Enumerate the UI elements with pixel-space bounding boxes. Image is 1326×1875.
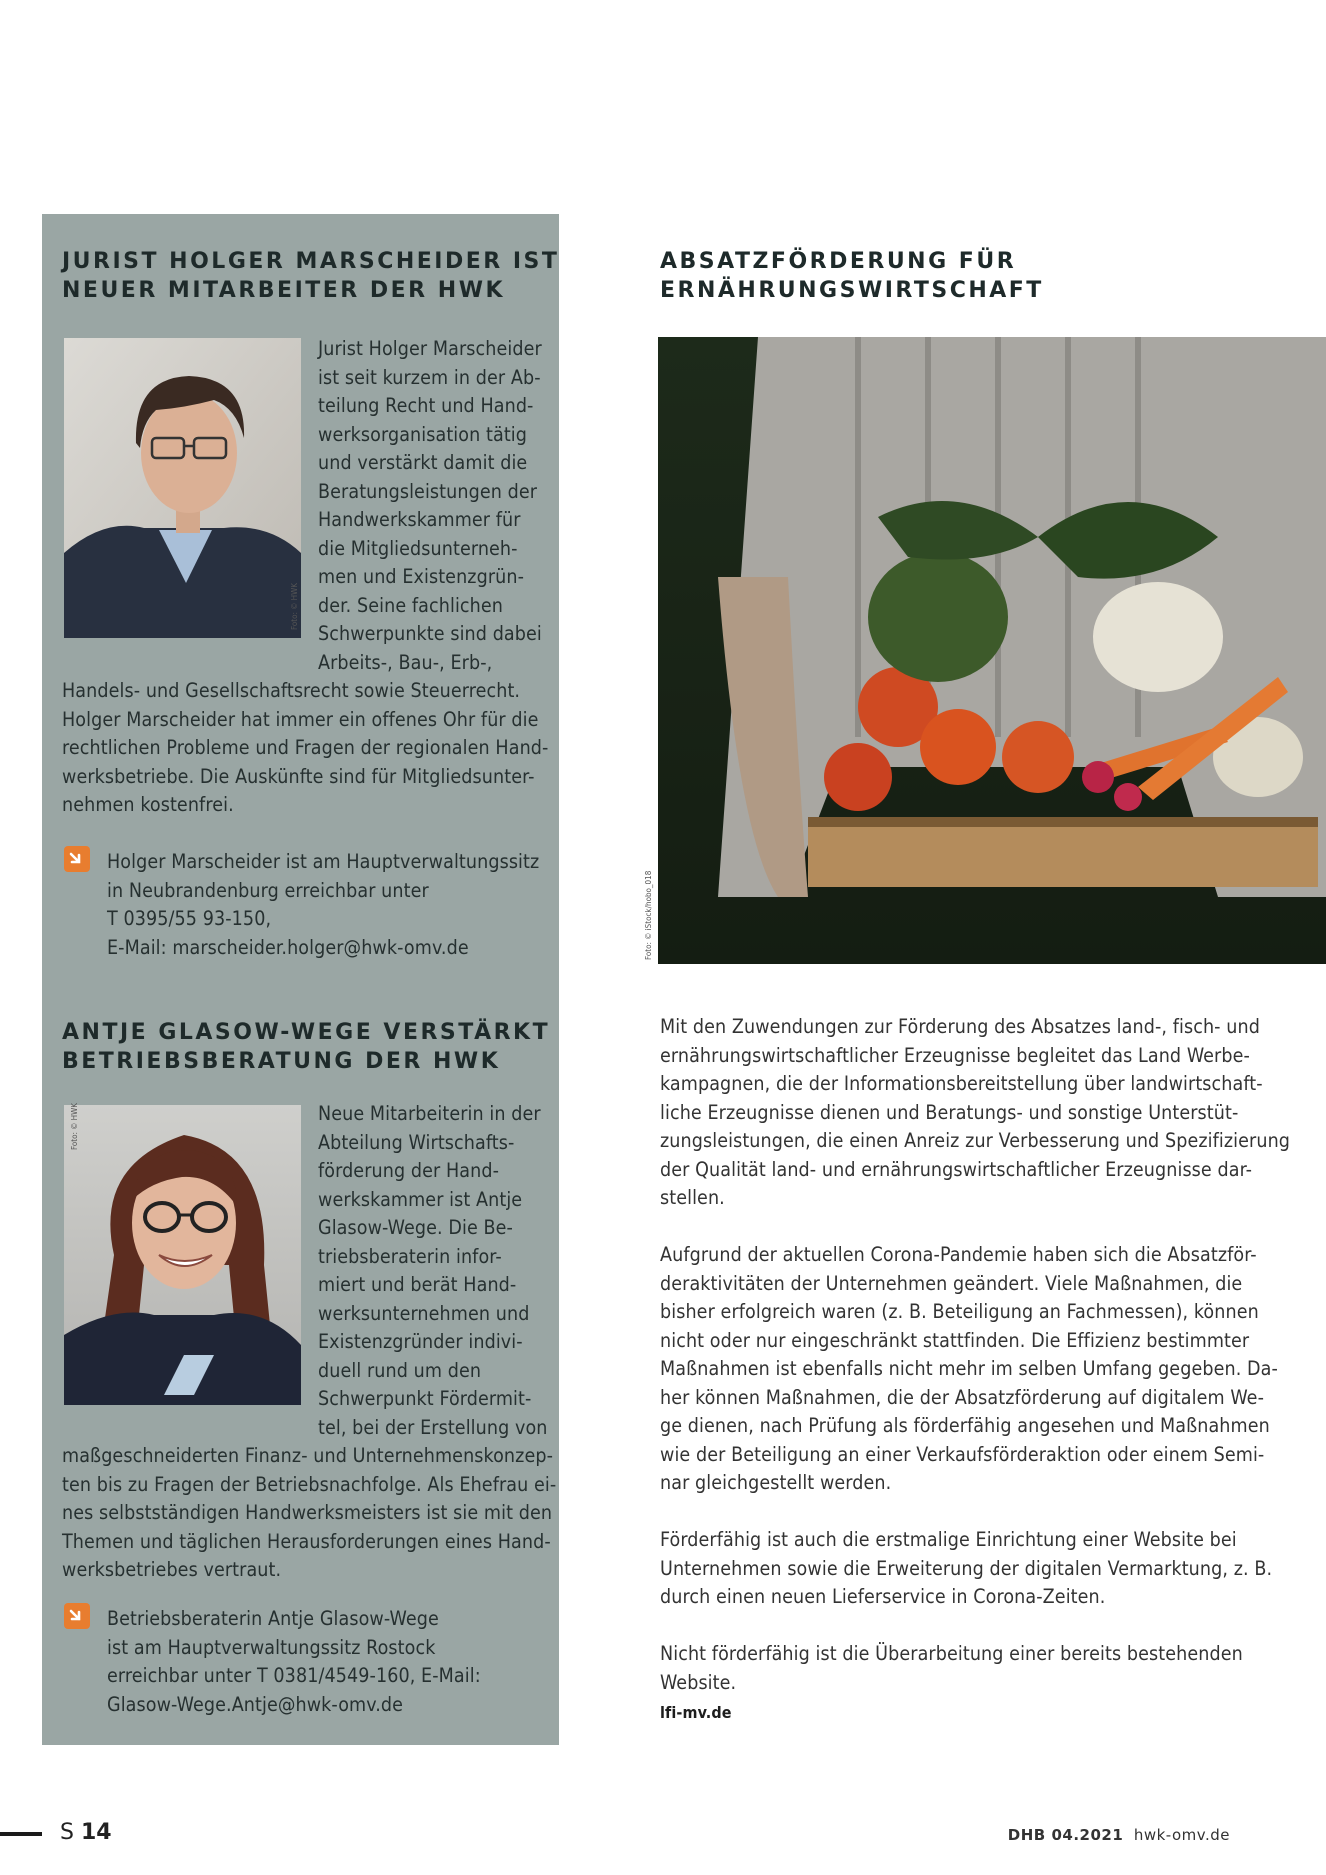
article2-wrap-text: Neue Mitarbeiterin in der Abteilung Wirtschafts- förderung der Hand- werkskammer ist Antje Glasow-Wege. Die Be- triebsberaterin infor- miert und berät Hand- werksunternehmen und Existenzgründer indivi- duell rund um den Schwerpunkt Fördermit- tel, bei der Erstellung von: [318, 1102, 548, 1439]
arrow-right-icon: [64, 1603, 90, 1629]
article2-body-text: maßgeschneiderten Finanz- und Unternehmenskonzep- ten bis zu Fragen der Betriebsnachfolge. Als Ehefrau ei- nes selbstständigen Handwerksmeisters ist sie mit den Themen und täglichen Herausforderungen eines Hand- werksbetriebes vertraut.: [62, 1444, 557, 1581]
paragraph-4: Nicht förderfähig ist die Überarbeitung einer bereits bestehenden Website.: [660, 1642, 1243, 1694]
footer-publication: DHB 04.2021 hwk-omv.de: [1007, 1826, 1230, 1844]
portrait-photo-antje-glasow-wege: [64, 1105, 301, 1405]
footer-rule: [0, 1832, 42, 1836]
photo-credit: Foto: © HWK: [70, 1103, 79, 1150]
article2-contact-info: Betriebsberaterin Antje Glasow-Wege ist am Hauptverwaltungssitz Rostock erreichbar unter T 0381/4549-160, E-Mail: Glasow-Wege.Antje@hwk-omv.de: [107, 1607, 481, 1716]
paragraph-1: Mit den Zuwendungen zur Förderung des Absatzes land-, fisch- und ernährungswirtschaftlicher Erzeugnisse begleitet das Land Werbe- kampagnen, die der Informationsbereitstellung über landwirtschaft- liche Erzeugnisse dienen und Beratungs- und sonstige Unterstüt- zungsleistungen, die einen Anreiz zur Verbesserung und Spezifizierung der Qualität land- und ernährungswirtschaftlicher Erzeugnisse dar- stellen.: [660, 1015, 1291, 1209]
article1-headline: JURIST HOLGER MARSCHEIDER IST NEUER MITARBEITER DER HWK: [62, 249, 560, 303]
right-article-body: [660, 1013, 1291, 1728]
right-article-headline: ABSATZFÖRDERUNG FÜR ERNÄHRUNGSWIRTSCHAFT: [660, 249, 1044, 303]
article1-body-text: Handels- und Gesellschaftsrecht sowie Steuerrecht. Holger Marscheider hat immer ein offenes Ohr für die rechtlichen Probleme und Fragen der regionalen Hand- werksbetriebe. Die Auskünfte sind für Mitgliedsunter- nehmen kostenfrei.: [62, 679, 549, 816]
paragraph-3: Förderfähig ist auch die erstmalige Einrichtung einer Website bei Unternehmen sowie die Erweiterung der digitalen Vermarktung, z. B. durch einen neuen Lieferservice in Corona-Zeiten.: [660, 1528, 1273, 1608]
article1-wrap-text: Jurist Holger Marscheider ist seit kurzem in der Ab- teilung Recht und Hand- werksorganisation tätig und verstärkt damit die Beratungsleistungen der Handwerkskammer für die Mitgliedsunterneh- men und Existenzgrün- der. Seine fachlichen Schwerpunkte sind dabei Arbeits-, Bau-, Erb-,: [318, 337, 542, 674]
arrow-right-icon: [64, 846, 90, 872]
article2-headline: ANTJE GLASOW-WEGE VERSTÄRKT BETRIEBSBERATUNG DER HWK: [62, 1020, 551, 1074]
portrait-photo-holger-marscheider: [64, 338, 301, 638]
page-number: S 14: [60, 1820, 112, 1845]
vegetable-crate-photo: [658, 337, 1326, 964]
photo-credit: Foto: © iStock/hobo_018: [644, 870, 653, 960]
photo-credit: Foto: © HWK: [290, 583, 299, 630]
article1-contact-info: Holger Marscheider ist am Hauptverwaltungssitz in Neubrandenburg erreichbar unter T 0395/55 93-150, E-Mail: marscheider.holger@hwk-omv.de: [107, 850, 540, 959]
source-link[interactable]: lfi-mv.de: [660, 1703, 732, 1722]
paragraph-2: Aufgrund der aktuellen Corona-Pandemie haben sich die Absatzför- deraktivitäten der Unternehmen geändert. Viele Maßnahmen, die bisher erfolgreich waren (z. B. Beteiligung an Fachmessen), können nicht oder nur eingeschränkt stattfinden. Die Effizienz bestimmter Maßnahmen ist ebenfalls nicht mehr im selben Umfang gegeben. Da- her können Maßnahmen, die der Absatzförderung auf digitalem We- ge dienen, nach Prüfung als förderfähig angesehen und Maßnahmen wie der Beteiligung an einer Verkaufsförderaktion oder einem Semi- nar gleichgestellt werden.: [660, 1243, 1278, 1494]
